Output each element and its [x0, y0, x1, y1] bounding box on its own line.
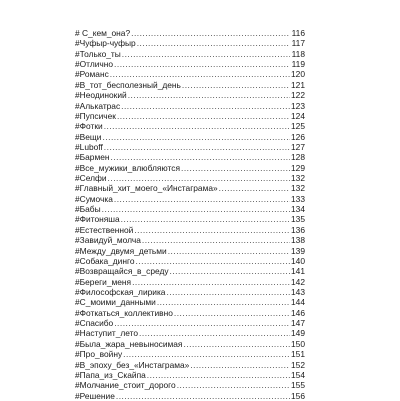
toc-entry	[75, 277, 305, 287]
toc-entry	[75, 194, 305, 204]
toc-entry-page-number: 134	[291, 204, 305, 215]
toc-entry	[75, 204, 305, 214]
toc-entry	[75, 318, 305, 328]
toc-dot-leader	[134, 225, 290, 235]
toc-entry-title: #Молчание_стоит_дорого	[75, 380, 176, 391]
toc-entry	[75, 349, 305, 359]
toc-entry-page-number: 132	[291, 183, 305, 194]
toc-entry	[75, 391, 305, 401]
toc-entry-page-number: 152	[291, 359, 305, 370]
toc-entry	[75, 214, 305, 224]
toc-entry-page-number: 118	[291, 48, 305, 59]
toc-entry-page-number: 116	[291, 28, 305, 38]
toc-dot-leader	[121, 101, 290, 111]
toc-dot-leader	[128, 90, 290, 100]
toc-entry	[75, 101, 305, 111]
table-of-contents	[75, 28, 305, 401]
toc-entry	[75, 152, 305, 162]
toc-dot-leader	[102, 204, 290, 214]
toc-dot-leader	[182, 80, 290, 90]
toc-entry-title: #Наступит_лето	[75, 328, 139, 339]
toc-entry-title: #Сумочка	[75, 193, 113, 204]
toc-entry-page-number: 141	[291, 266, 305, 277]
toc-entry-page-number: 142	[291, 276, 305, 287]
toc-entry-page-number: 136	[291, 224, 305, 235]
toc-entry	[75, 266, 305, 276]
toc-entry-page-number: 149	[291, 328, 305, 339]
toc-entry	[75, 380, 305, 390]
toc-entry-title: #Чуфыр-чуфыр	[75, 38, 136, 49]
toc-entry	[75, 339, 305, 349]
toc-entry-title: #Спасибо	[75, 318, 114, 329]
toc-entry-page-number: 117	[291, 38, 305, 49]
toc-entry-page-number: 127	[291, 141, 305, 152]
toc-dot-leader	[116, 391, 290, 401]
toc-entry-page-number: 147	[291, 318, 305, 329]
toc-entry-page-number: 154	[291, 369, 305, 380]
toc-dot-leader	[168, 246, 290, 256]
toc-entry-page-number: 120	[291, 69, 305, 80]
toc-dot-leader	[123, 349, 290, 359]
toc-entry-title: #Завидуй_молча	[75, 235, 141, 246]
toc-entry	[75, 142, 305, 152]
toc-entry	[75, 370, 305, 380]
toc-entry-title: #Была_жара_невыносимая	[75, 338, 183, 349]
toc-entry	[75, 28, 305, 38]
toc-dot-leader	[181, 163, 290, 173]
toc-entry	[75, 121, 305, 131]
toc-entry-page-number: 135	[291, 214, 305, 225]
toc-entry-page-number: 156	[291, 390, 305, 401]
toc-dot-leader	[102, 132, 290, 142]
toc-entry-page-number: 126	[291, 131, 305, 142]
toc-entry-page-number: 139	[291, 245, 305, 256]
toc-entry-title: #В_эпоху_без_«Инстаграма»	[75, 359, 190, 370]
toc-entry	[75, 297, 305, 307]
toc-entry-title: #Фотки	[75, 121, 103, 132]
toc-entry	[75, 111, 305, 121]
toc-entry-title: #Все_мужики_влюбляются	[75, 162, 180, 173]
toc-dot-leader	[137, 38, 290, 48]
toc-entry	[75, 235, 305, 245]
toc-dot-leader	[117, 111, 290, 121]
toc-entry-title: #Главный_хит_моего_«Инстаграма»	[75, 183, 218, 194]
toc-dot-leader	[131, 28, 290, 38]
toc-entry-title: #Философская_лирика	[75, 286, 166, 297]
toc-entry-title: #Папа_из_Скайпа	[75, 369, 146, 380]
toc-dot-leader	[114, 194, 290, 204]
toc-entry-title: #Бармен	[75, 152, 110, 163]
toc-dot-leader	[219, 183, 290, 193]
toc-entry-title: #Бабы	[75, 204, 101, 215]
toc-entry-title: #Фитоняша	[75, 214, 120, 225]
toc-entry-title: #Пупсичек	[75, 110, 116, 121]
toc-dot-leader	[136, 256, 290, 266]
toc-entry-page-number: 123	[291, 100, 305, 111]
toc-dot-leader	[170, 266, 290, 276]
toc-dot-leader	[142, 235, 290, 245]
toc-dot-leader	[147, 370, 290, 380]
toc-entry-page-number: 128	[291, 152, 305, 163]
toc-entry-title: #Вещи	[75, 131, 102, 142]
toc-dot-leader	[104, 142, 290, 152]
toc-entry	[75, 328, 305, 338]
toc-entry	[75, 59, 305, 69]
toc-entry	[75, 80, 305, 90]
toc-entry-title: #Возвращайся_в_среду	[75, 266, 169, 277]
toc-entry-page-number: 119	[291, 59, 305, 70]
toc-entry	[75, 90, 305, 100]
toc-entry-page-number: 150	[291, 338, 305, 349]
toc-entry-page-number: 125	[291, 121, 305, 132]
toc-dot-leader	[121, 214, 290, 224]
toc-entry-page-number: 132	[291, 173, 305, 184]
toc-entry-page-number: 140	[291, 255, 305, 266]
toc-entry-page-number: 144	[291, 297, 305, 308]
toc-entry	[75, 183, 305, 193]
toc-entry-page-number: 121	[291, 79, 305, 90]
toc-dot-leader	[132, 277, 290, 287]
toc-entry-title: #Естественной	[75, 224, 134, 235]
toc-entry-page-number: 138	[291, 235, 305, 246]
toc-entry	[75, 173, 305, 183]
toc-entry-title: #Фоткаться_коллективно	[75, 307, 173, 318]
toc-entry-page-number: 151	[291, 349, 305, 360]
toc-dot-leader	[108, 173, 290, 183]
toc-entry-title: #Между_двумя_детьми	[75, 245, 167, 256]
toc-dot-leader	[177, 380, 290, 390]
toc-entry-title: #Неодинокий	[75, 90, 127, 101]
toc-entry	[75, 287, 305, 297]
toc-dot-leader	[139, 328, 290, 338]
toc-dot-leader	[183, 339, 290, 349]
toc-entry-title: #Алькатрас	[75, 100, 121, 111]
toc-dot-leader	[122, 49, 290, 59]
toc-entry-title: #Селфи	[75, 173, 107, 184]
toc-entry-page-number: 146	[291, 307, 305, 318]
toc-dot-leader	[114, 59, 290, 69]
toc-entry	[75, 49, 305, 59]
toc-entry	[75, 163, 305, 173]
toc-entry-page-number: 124	[291, 110, 305, 121]
toc-entry-page-number: 155	[291, 380, 305, 391]
toc-entry	[75, 256, 305, 266]
toc-dot-leader	[104, 121, 290, 131]
toc-dot-leader	[110, 69, 290, 79]
toc-dot-leader	[157, 297, 290, 307]
toc-entry	[75, 308, 305, 318]
toc-entry	[75, 225, 305, 235]
toc-entry-title: #Luboff	[75, 141, 103, 152]
toc-entry-title: #С_моими_данными	[75, 297, 156, 308]
toc-entry-title: #Решение	[75, 390, 115, 401]
toc-entry-title: #В_тот_бесполезный_день	[75, 79, 181, 90]
toc-entry-page-number: 133	[291, 193, 305, 204]
toc-entry	[75, 132, 305, 142]
toc-entry	[75, 360, 305, 370]
toc-entry	[75, 246, 305, 256]
toc-entry-title: #Про_войну	[75, 349, 123, 360]
toc-entry	[75, 38, 305, 48]
toc-entry-title: #Береги_меня	[75, 276, 132, 287]
toc-dot-leader	[111, 152, 290, 162]
toc-dot-leader	[166, 287, 290, 297]
toc-dot-leader	[174, 308, 290, 318]
toc-entry-page-number: 143	[291, 286, 305, 297]
toc-entry-title: #Романс	[75, 69, 109, 80]
toc-dot-leader	[190, 360, 290, 370]
toc-entry-title: # С_кем_она?	[75, 28, 131, 38]
toc-entry-page-number: 122	[291, 90, 305, 101]
toc-entry-title: #Отлично	[75, 59, 114, 70]
toc-entry-title: #Собака_динго	[75, 255, 135, 266]
toc-dot-leader	[114, 318, 290, 328]
toc-entry	[75, 69, 305, 79]
toc-entry-title: #Только_ты	[75, 48, 121, 59]
toc-entry-page-number: 129	[291, 162, 305, 173]
